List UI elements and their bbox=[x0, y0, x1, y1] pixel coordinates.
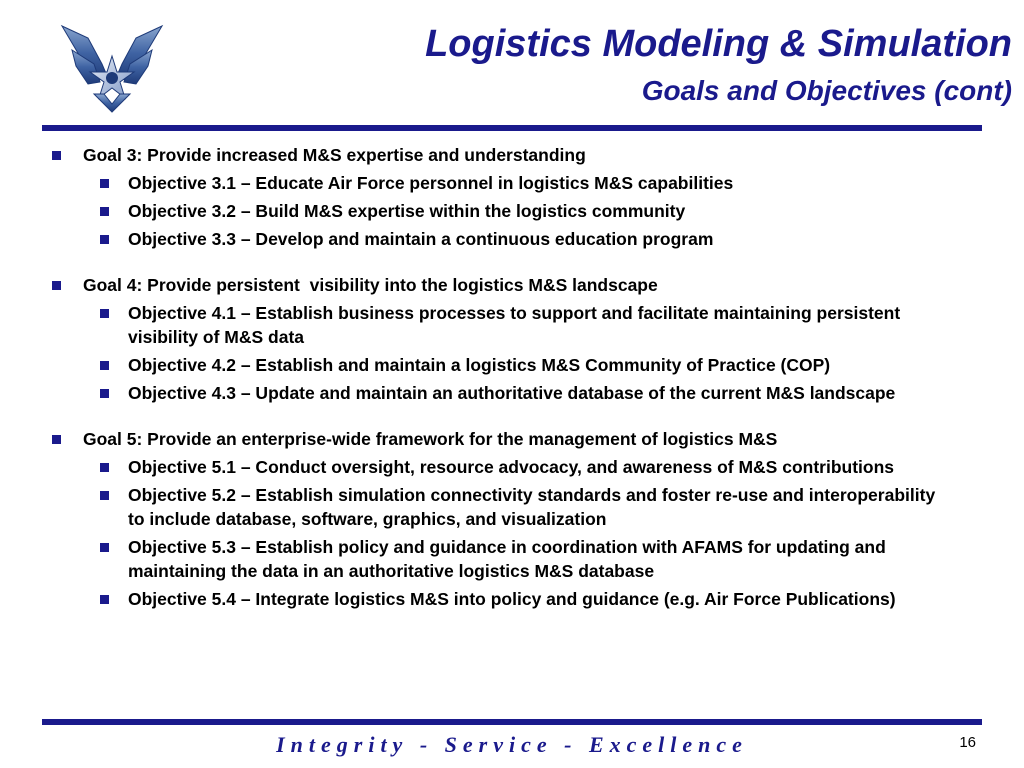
objective-text: Objective 3.3 – Develop and maintain a continuous education program bbox=[128, 229, 714, 249]
square-bullet-icon bbox=[100, 179, 109, 188]
objective-item bbox=[83, 171, 950, 195]
square-bullet-icon bbox=[100, 595, 109, 604]
objective-text: Objective 4.2 – Establish and maintain a logistics M&S Community of Practice (COP) bbox=[128, 355, 831, 375]
square-bullet-icon bbox=[52, 435, 61, 444]
objectives-list bbox=[83, 171, 950, 251]
slide-subtitle: Goals and Objectives (cont) bbox=[641, 75, 1012, 106]
air-force-wings-icon bbox=[58, 20, 166, 114]
goal-text: Goal 4: Provide persistent visibility into the logistics M&S landscape bbox=[83, 275, 658, 295]
goals-list bbox=[50, 143, 950, 615]
square-bullet-icon bbox=[100, 463, 109, 472]
objective-text: Objective 3.1 – Educate Air Force personnel in logistics M&S capabilities bbox=[128, 173, 734, 193]
footer-divider bbox=[42, 719, 982, 725]
objective-text: Objective 5.3 – Establish policy and guidance in coordination with AFAMS for updating and maintaining the data in an authoritative logistics M&S database bbox=[128, 537, 886, 581]
square-bullet-icon bbox=[100, 361, 109, 370]
square-bullet-icon bbox=[100, 491, 109, 500]
objective-text: Objective 4.3 – Update and maintain an authoritative database of the current M&S landscape bbox=[128, 383, 896, 403]
objective-item bbox=[83, 587, 950, 611]
objective-item bbox=[83, 301, 950, 349]
square-bullet-icon bbox=[100, 309, 109, 318]
objective-item bbox=[83, 199, 950, 223]
objective-item bbox=[83, 455, 950, 479]
square-bullet-icon bbox=[100, 389, 109, 398]
objective-item bbox=[83, 381, 950, 405]
objective-item bbox=[83, 353, 950, 377]
footer-motto: Integrity - Service - Excellence bbox=[276, 732, 748, 757]
square-bullet-icon bbox=[100, 543, 109, 552]
objective-item bbox=[83, 535, 950, 583]
goal-item bbox=[50, 427, 950, 611]
goal-item bbox=[50, 143, 950, 251]
page-number: 16 bbox=[959, 734, 976, 751]
header-divider bbox=[42, 125, 982, 131]
square-bullet-icon bbox=[52, 281, 61, 290]
square-bullet-icon bbox=[100, 235, 109, 244]
square-bullet-icon bbox=[100, 207, 109, 216]
objective-item bbox=[83, 227, 950, 251]
objectives-list bbox=[83, 455, 950, 611]
goal-text: Goal 3: Provide increased M&S expertise and understanding bbox=[83, 145, 586, 165]
goal-text: Goal 5: Provide an enterprise-wide framework for the management of logistics M&S bbox=[83, 429, 778, 449]
objective-item bbox=[83, 483, 950, 531]
objective-text: Objective 5.4 – Integrate logistics M&S into policy and guidance (e.g. Air Force Publications) bbox=[128, 589, 896, 609]
square-bullet-icon bbox=[52, 151, 61, 160]
goal-item bbox=[50, 273, 950, 405]
objective-text: Objective 3.2 – Build M&S expertise within the logistics community bbox=[128, 201, 686, 221]
objective-text: Objective 5.2 – Establish simulation connectivity standards and foster re-use and interoperability to include database, software, graphics, and visualization bbox=[128, 485, 936, 529]
slide-title: Logistics Modeling & Simulation bbox=[425, 23, 1012, 65]
objectives-list bbox=[83, 301, 950, 405]
objective-text: Objective 5.1 – Conduct oversight, resource advocacy, and awareness of M&S contributions bbox=[128, 457, 895, 477]
objective-text: Objective 4.1 – Establish business processes to support and facilitate maintaining persistent visibility of M&S data bbox=[128, 303, 901, 347]
